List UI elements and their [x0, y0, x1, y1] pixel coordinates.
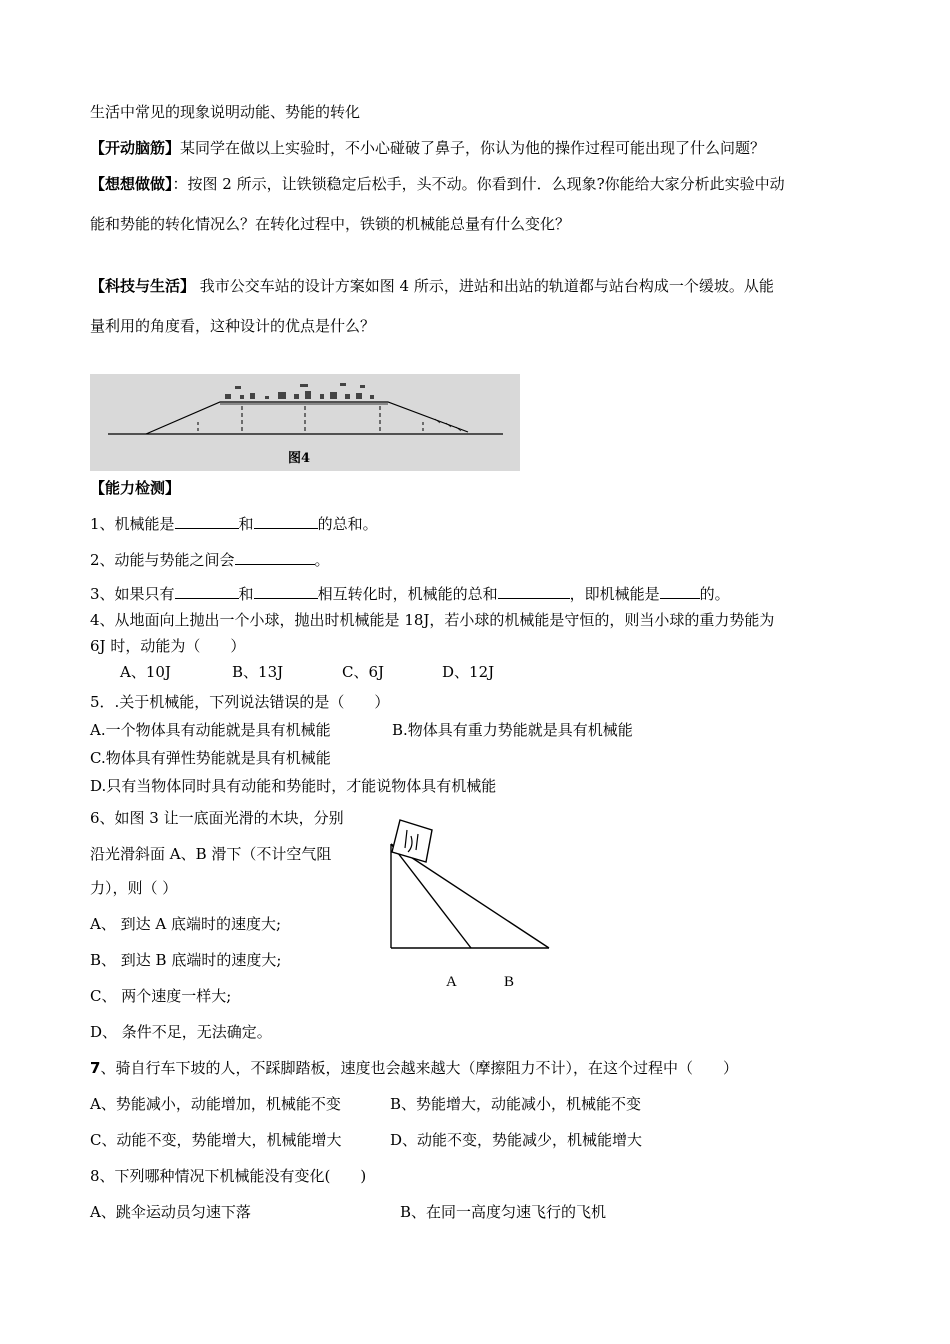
q8-stem: 8、下列哪种情况下机械能没有变化( ) [90, 1167, 367, 1185]
figure-3-inclines [378, 814, 568, 994]
brainstorm-tag: 【开动脑筋】 [90, 139, 181, 157]
q4-option-d[interactable]: D、12J [442, 663, 495, 681]
q1-blank-2[interactable] [254, 514, 318, 529]
q3-text-b: 和 [238, 585, 254, 603]
q4-line-1: 4、从地面向上抛出一个小球，抛出时机械能是 18J，若小球的机械能是守恒的，则当小球的重力势能为 [90, 611, 775, 629]
q5-option-b[interactable]: B.物体具有重力势能就是具有机械能 [392, 721, 633, 739]
bus-station-diagram [90, 374, 520, 471]
question-2 [90, 550, 330, 570]
brainstorm-paragraph [90, 138, 765, 158]
q4-options [120, 662, 494, 682]
q3-text-e: 的。 [699, 585, 730, 603]
brainstorm-text: 某同学在做以上实验时，不小心碰破了鼻子，你认为他的操作过程可能出现了什么问题？ [180, 139, 766, 157]
q3-blank-1[interactable] [175, 584, 239, 599]
q2-text-b: 。 [314, 551, 330, 569]
think-text-1: ：按图 2 所示，让铁锁稳定后松手，头不动。你看到什．么现象?你能给大家分析此实验中动 [172, 175, 785, 193]
q6-option-c[interactable]: C、 两个速度一样大; [90, 987, 232, 1005]
think-tag: 【想想做做】 [90, 175, 173, 193]
q6-option-a[interactable]: A、 到达 A 底端时的速度大; [90, 915, 282, 933]
incline-label-a: A [446, 974, 457, 990]
q7-options-ab [90, 1094, 641, 1114]
q3-text-d: ，即机械能是 [569, 585, 660, 603]
figure-4-bus-station [90, 374, 520, 471]
q2-blank[interactable] [235, 550, 315, 565]
q3-blank-4[interactable] [660, 584, 700, 599]
q7-option-c[interactable]: C、动能不变，势能增大，机械能增大 [90, 1131, 342, 1149]
q7-stem-text: 、骑自行车下坡的人，不踩脚踏板，速度也会越来越大（摩擦阻力不计），在这个过程中（ ） [100, 1059, 738, 1077]
q1-text-b: 和 [238, 515, 254, 533]
q3-text-c: 相互转化时，机械能的总和 [317, 585, 498, 603]
tech-text-2: 量利用的角度看，这种设计的优点是什么？ [90, 317, 376, 335]
ability-heading: 【能力检测】 [90, 479, 181, 497]
q5-option-c[interactable]: C.物体具有弹性势能就是具有机械能 [90, 749, 331, 767]
q3-blank-2[interactable] [254, 584, 318, 599]
q1-text-c: 的总和。 [317, 515, 378, 533]
q7-option-a[interactable]: A、势能减小，动能增加，机械能不变 [90, 1095, 341, 1113]
question-3 [90, 584, 730, 604]
think-paragraph-line1 [90, 174, 785, 194]
intro-line: 生活中常见的现象说明动能、势能的转化 [90, 103, 361, 121]
q7-number: 7 [90, 1059, 101, 1077]
q7-stem [90, 1058, 738, 1078]
tech-paragraph-line1 [90, 276, 774, 296]
q8-options-ab [90, 1202, 606, 1222]
q1-text-a: 1、机械能是 [90, 515, 175, 533]
q7-options-cd [90, 1130, 642, 1150]
q4-option-b[interactable]: B、13J [232, 663, 284, 681]
q4-line-2: 6J 时，动能为（ ） [90, 637, 246, 655]
q3-text-a: 3、如果只有 [90, 585, 175, 603]
q4-option-c[interactable]: C、6J [342, 663, 385, 681]
q8-option-a[interactable]: A、跳伞运动员匀速下落 [90, 1203, 251, 1221]
tech-tag: 【科技与生活】 [90, 277, 196, 295]
q8-option-b[interactable]: B、在同一高度匀速飞行的飞机 [400, 1203, 607, 1221]
q2-text-a: 2、动能与势能之间会 [90, 551, 235, 569]
q5-option-a[interactable]: A.一个物体具有动能就是具有机械能 [90, 721, 331, 739]
q5-option-d[interactable]: D.只有当物体同时具有动能和势能时，才能说物体具有机械能 [90, 777, 497, 795]
q6-line-3: 力），则（ ） [90, 879, 178, 897]
q4-option-a[interactable]: A、10J [120, 663, 171, 681]
q6-option-b[interactable]: B、 到达 B 底端时的速度大; [90, 951, 282, 969]
question-1 [90, 514, 378, 534]
tech-text-1: 我市公交车站的设计方案如图 4 所示，进站和出站的轨道都与站台构成一个缓坡。从能 [195, 277, 774, 295]
q5-stem: 5．.关于机械能，下列说法错误的是（ ） [90, 693, 390, 711]
q7-option-b[interactable]: B、势能增大，动能减小，机械能不变 [390, 1095, 642, 1113]
incline-diagram [378, 814, 568, 994]
q1-blank-1[interactable] [175, 514, 239, 529]
q6-line-1: 6、如图 3 让一底面光滑的木块，分别 [90, 809, 344, 827]
q3-blank-3[interactable] [498, 584, 570, 599]
q6-option-d[interactable]: D、 条件不足，无法确定。 [90, 1023, 272, 1041]
think-text-2: 能和势能的转化情况么？在转化过程中，铁锁的机械能总量有什么变化？ [90, 215, 571, 233]
q7-option-d[interactable]: D、动能不变，势能减少，机械能增大 [390, 1131, 643, 1149]
q6-line-2: 沿光滑斜面 A、B 滑下（不计空气阻 [90, 845, 332, 863]
q5-options-ab [90, 720, 633, 740]
figure-4-caption: 图4 [288, 451, 311, 466]
incline-label-b: B [504, 974, 515, 990]
